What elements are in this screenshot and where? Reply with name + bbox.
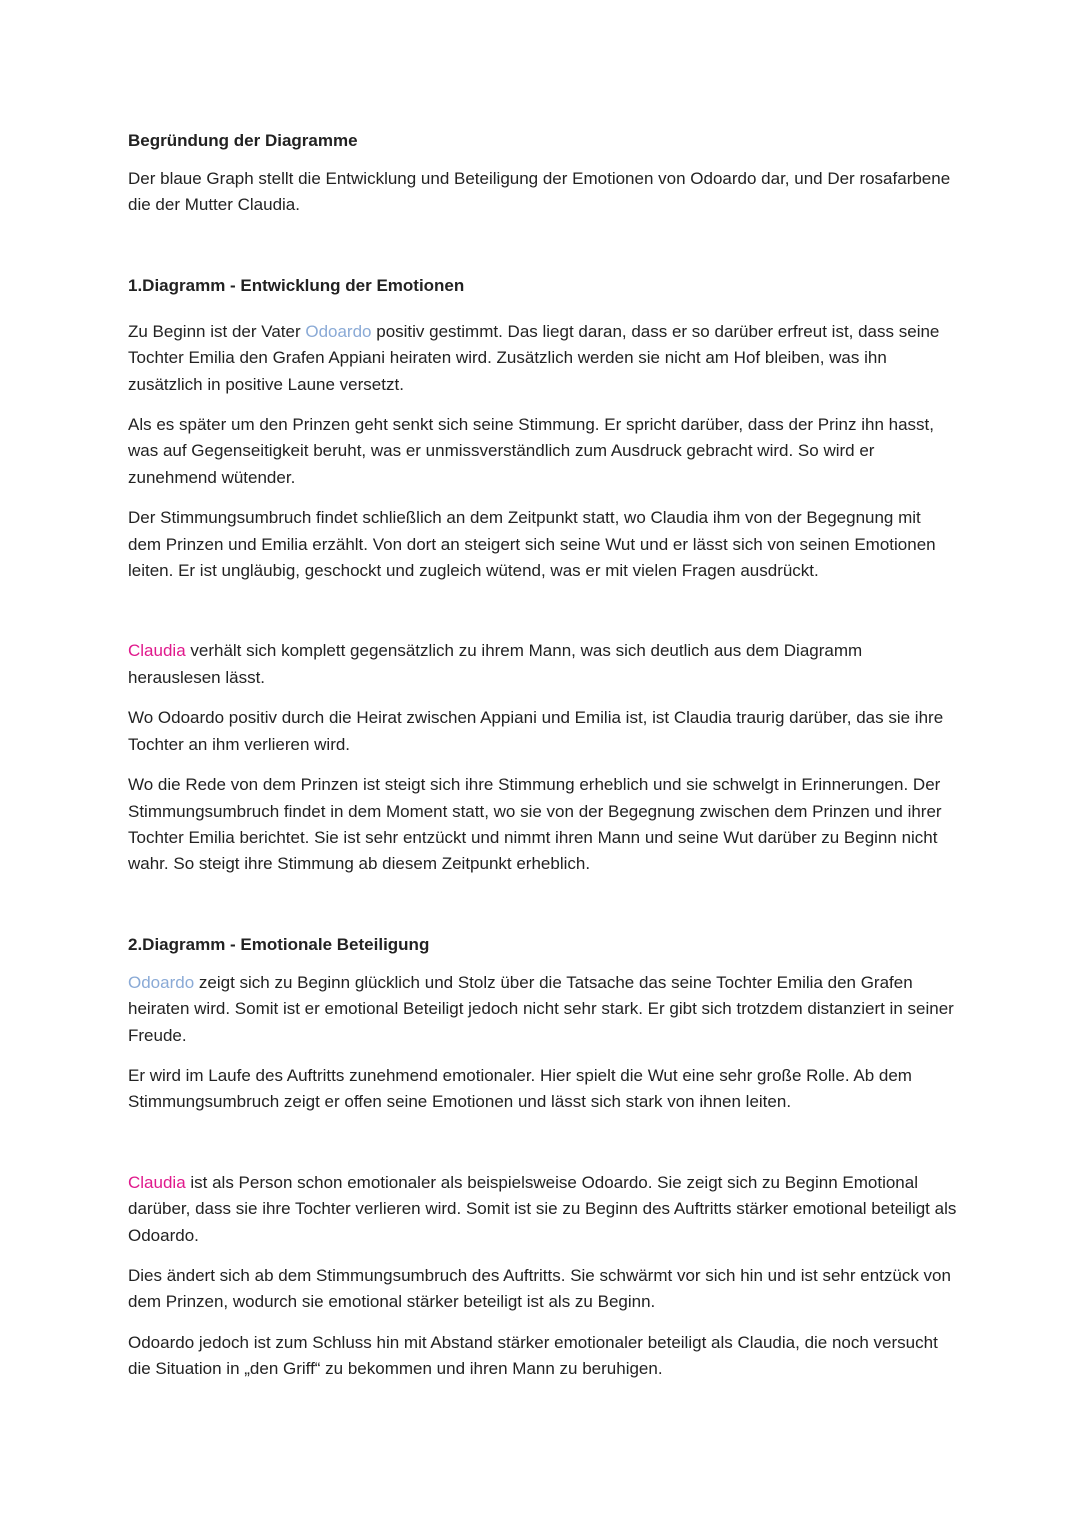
text-segment: ist als Person schon emotionaler als beispielsweise Odoardo. Sie zeigt sich zu Beginn Emotional darüber, dass sie ihre Tochter verlieren wird. Somit ist sie zu Beginn des Auftritts stärker emotional beteiligt als Odoardo.: [128, 1172, 957, 1245]
paragraph-claudia-prinz: Wo die Rede von dem Prinzen ist steigt sich ihre Stimmung erheblich und sie schwelgt in Erinnerungen. Der Stimmungsumbruch findet in dem Moment statt, wo sie von der Begegnung zwischen dem Prinzen und ihrer Tochter Emilia berichtet. Sie ist sehr entzückt und nimmt ihren Mann und seine Wut darüber zu Beginn nicht wahr. So steigt ihre Stimmung ab diesem Zeitpunkt erheblich.: [128, 775, 942, 874]
paragraph-odoardo-prinz: Als es später um den Prinzen geht senkt sich seine Stimmung. Er spricht darüber, dass der Prinz ihn hasst, was auf Gegenseitigkeit beruht, was er unmissverständlich zum Ausdruck gebracht wird. So wird er zunehmend wütender.: [128, 415, 934, 487]
paragraph-odoardo-umbruch: Der Stimmungsumbruch findet schließlich an dem Zeitpunkt statt, wo Claudia ihm von der Begegnung mit dem Prinzen und Emilia erzählt. Von dort an steigert sich seine Wut und er lässt sich von seinen Emotionen leiten. Er ist ungläubig, geschockt und zugleich wütend, was er mit vielen Fragen ausdrückt.: [128, 508, 936, 581]
section-heading-diagramm-1: 1.Diagramm - Entwicklung der Emotionen: [128, 275, 465, 295]
paragraph-odoardo-beteiligung: [128, 970, 958, 1049]
section-heading-begruendung: Begründung der Diagramme: [128, 131, 358, 150]
text-segment: verhält sich komplett gegensätzlich zu ihrem Mann, was sich deutlich aus dem Diagramm herauslesen lässt.: [128, 641, 863, 687]
paragraph-schluss: Odoardo jedoch ist zum Schluss hin mit Abstand stärker emotionaler beteiligt als Claudia, die noch versucht die Situation in „den Griff“ zu bekommen und ihren Mann zu beruhigen.: [128, 1332, 938, 1379]
highlight-odoardo: Odoardo: [128, 972, 195, 992]
text-segment: positiv gestimmt. Das liegt daran, dass er so darüber erfreut ist, dass seine Tochter Emilia den Grafen Appiani heiraten wird. Zusätzlich werden sie nicht am Hof bleiben, was ihn zusätzlich in positive Laune versetzt.: [128, 321, 940, 394]
paragraph-claudia-umbruch: Dies ändert sich ab dem Stimmungsumbruch des Auftritts. Sie schwärmt vor sich hin und ist sehr entzück von dem Prinzen, wodurch sie emotional stärker beteiligt ist als zu Beginn.: [128, 1265, 951, 1312]
paragraph-odoardo-beginning: [128, 319, 958, 398]
text-segment: zeigt sich zu Beginn glücklich und Stolz über die Tatsache das seine Tochter Emilia den Grafen heiraten wird. Somit ist er emotional Beteiligt jedoch nicht sehr stark. Er gibt sich trotzdem distanziert in seiner Freude.: [128, 972, 954, 1045]
highlight-claudia: Claudia: [128, 641, 186, 661]
spacer: [128, 892, 958, 932]
paragraph-claudia-heirat: Wo Odoardo positiv durch die Heirat zwischen Appiani und Emilia ist, ist Claudia traurig darüber, das sie ihre Tochter an ihm verlieren wird.: [128, 708, 944, 754]
spacer: [128, 598, 958, 638]
spacer: [128, 1130, 958, 1170]
text-segment: Zu Beginn ist der Vater: [128, 321, 306, 341]
highlight-claudia: Claudia: [128, 1172, 186, 1192]
paragraph-claudia-gegensatz: [128, 638, 958, 691]
section-heading-diagramm-2: 2.Diagramm - Emotionale Beteiligung: [128, 934, 430, 954]
paragraph-intro: Der blaue Graph stellt die Entwicklung und Beteiligung der Emotionen von Odoardo dar, und Der rosafarbene die der Mutter Claudia.: [128, 169, 951, 215]
spacer: [128, 233, 958, 273]
paragraph-odoardo-emotionaler: Er wird im Laufe des Auftritts zunehmend emotionaler. Hier spielt die Wut eine sehr große Rolle. Ab dem Stimmungsumbruch zeigt er offen seine Emotionen und lässt sich stark von ihnen leiten.: [128, 1065, 912, 1112]
paragraph-claudia-beteiligung: [128, 1170, 958, 1249]
highlight-odoardo: Odoardo: [305, 321, 372, 341]
document-page: [128, 128, 958, 1397]
